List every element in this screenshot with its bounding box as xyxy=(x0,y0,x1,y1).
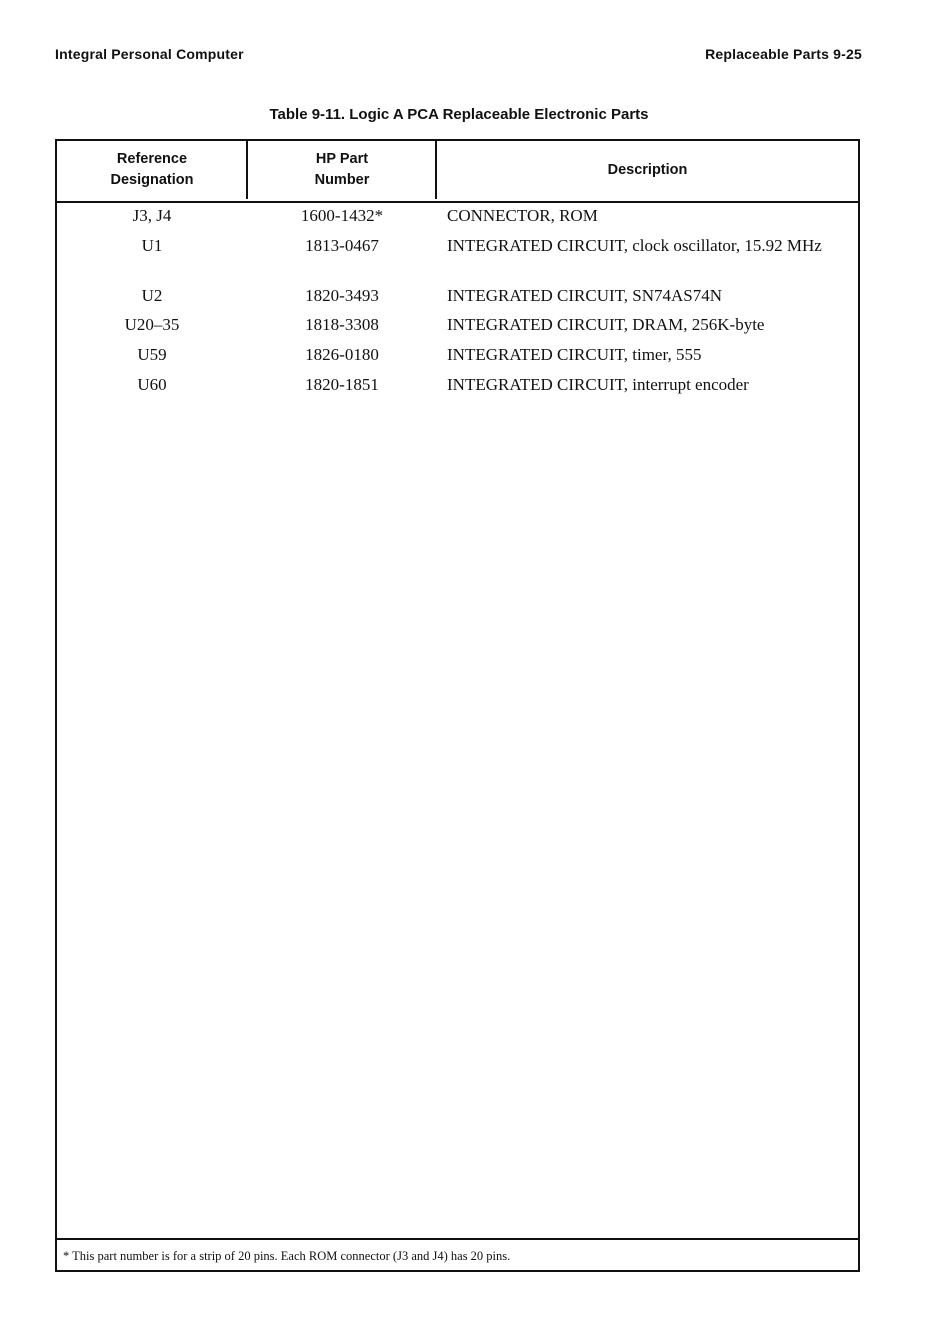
column-header-part-number xyxy=(248,141,436,199)
parts-table xyxy=(55,139,860,1272)
column-header-reference-line2: Designation xyxy=(110,172,194,188)
column-header-reference xyxy=(57,141,247,199)
cell-part-number: 1818-3308 xyxy=(305,315,379,334)
cell-reference: U20–35 xyxy=(124,315,180,334)
column-header-description xyxy=(437,141,858,199)
cell-part-number: 1826-0180 xyxy=(305,345,379,364)
cell-description: INTEGRATED CIRCUIT, SN74AS74N xyxy=(447,286,722,305)
cell-description: INTEGRATED CIRCUIT, timer, 555 xyxy=(447,345,702,364)
cell-reference: U60 xyxy=(137,375,167,394)
cell-part-number: 1813-0467 xyxy=(305,236,379,255)
cell-reference: J3, J4 xyxy=(132,206,172,225)
column-header-reference-line1: Reference xyxy=(116,151,188,167)
cell-reference: U1 xyxy=(141,236,163,255)
footnote-divider xyxy=(57,1238,858,1240)
cell-reference: U2 xyxy=(141,286,163,305)
cell-description: INTEGRATED CIRCUIT, interrupt encoder xyxy=(447,375,749,394)
cell-description: INTEGRATED CIRCUIT, clock oscillator, 15.92 MHz xyxy=(447,236,822,255)
column-header-part-line2: Number xyxy=(314,172,370,188)
running-header-title: Integral Personal Computer xyxy=(55,46,244,62)
running-header-page: Replaceable Parts 9-25 xyxy=(705,46,862,62)
table-footnote: * This part number is for a strip of 20 pins. Each ROM connector (J3 and J4) has 20 pins. xyxy=(63,1249,511,1263)
cell-part-number: 1820-3493 xyxy=(305,286,379,305)
column-header-description-label: Description xyxy=(607,161,688,178)
cell-reference: U59 xyxy=(137,345,167,364)
cell-part-number: 1820-1851 xyxy=(305,375,379,394)
cell-description: CONNECTOR, ROM xyxy=(447,206,598,225)
cell-part-number: 1600-1432* xyxy=(300,206,384,225)
column-header-part-line1: HP Part xyxy=(315,151,369,167)
cell-description: INTEGRATED CIRCUIT, DRAM, 256K-byte xyxy=(447,315,765,334)
table-header-row xyxy=(57,141,858,203)
table-caption: Table 9-11. Logic A PCA Replaceable Electronic Parts xyxy=(269,106,649,123)
